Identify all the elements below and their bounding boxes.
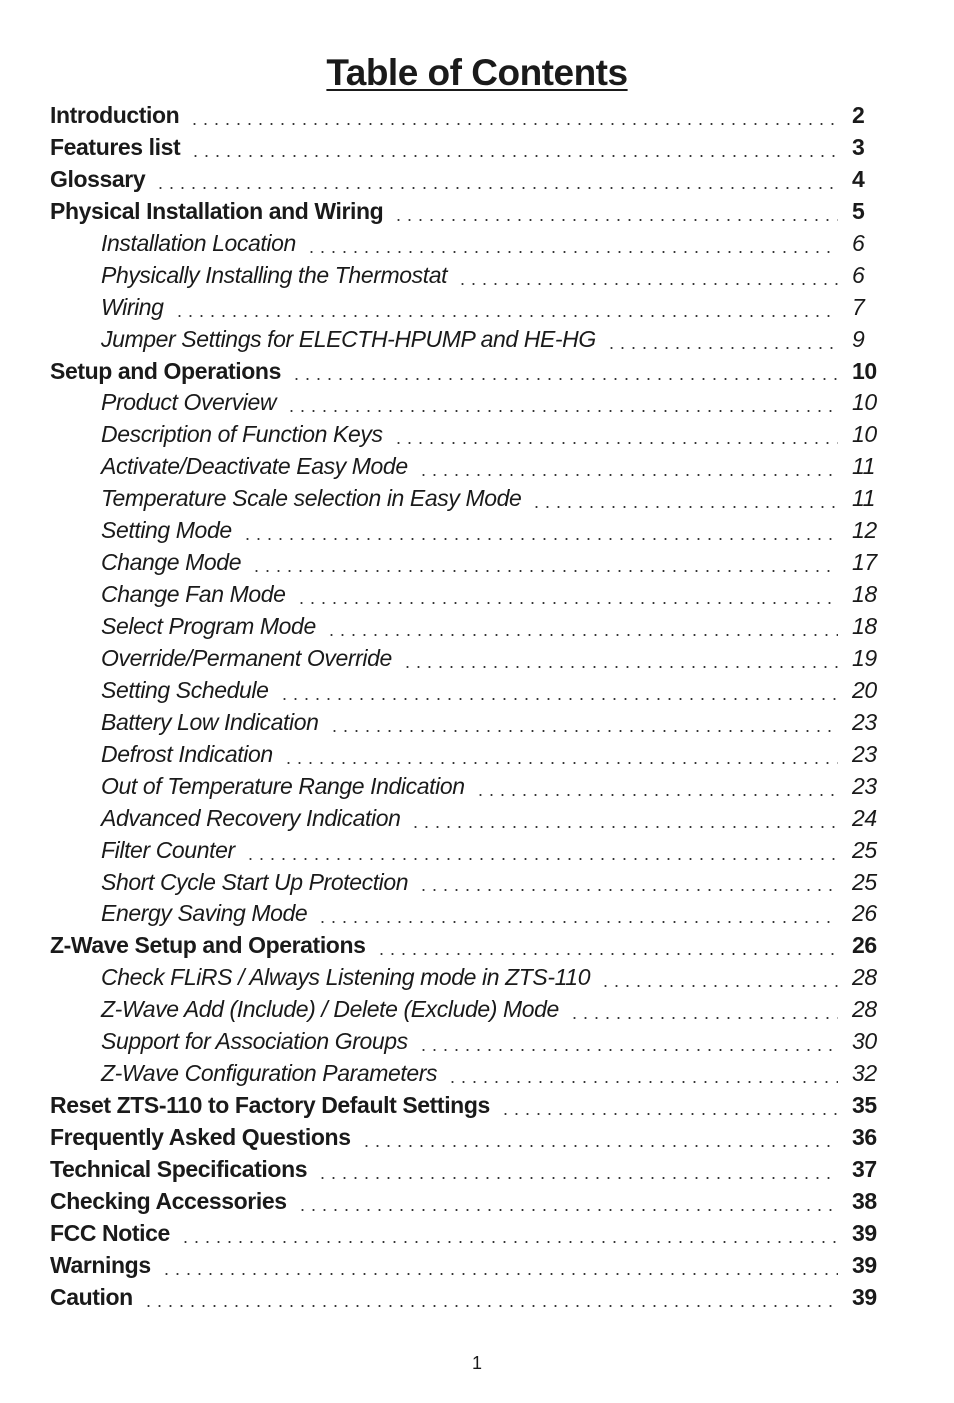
toc-entry-label: Introduction [50,102,180,128]
toc-section-entry[interactable] [50,132,878,164]
dot-leader [283,762,838,764]
dot-leader [361,1145,838,1147]
toc-entry-label: Installation Location [101,229,296,256]
dot-leader [326,634,838,636]
dot-leader [189,123,838,125]
toc-entry-page-number: 7 [852,293,865,320]
page-title [0,52,954,94]
toc-section-entry[interactable] [50,1218,878,1250]
toc-subsection-entry[interactable] [50,228,878,260]
toc-entry-label: Jumper Settings for ELECTH-HPUMP and HE-HG [101,325,596,352]
toc-entry-label: Checking Accessories [50,1187,287,1214]
toc-subsection-entry[interactable] [50,611,878,643]
toc-entry-label: Wiring [101,293,164,320]
toc-entry-label: Energy Saving Mode [101,900,308,927]
toc-entry-page-number: 12 [852,517,877,544]
toc-subsection-entry[interactable] [50,675,878,707]
toc-entry-page-number: 30 [852,1028,877,1055]
toc-section-entry[interactable] [50,1154,878,1186]
toc-entry-label: Change Fan Mode [101,581,286,608]
toc-subsection-entry[interactable] [50,994,878,1026]
dot-leader [174,315,838,317]
toc-entry-page-number: 11 [852,485,876,512]
toc-subsection-entry[interactable] [50,260,878,292]
toc-entry-page-number: 23 [852,708,877,735]
dot-leader [155,187,838,189]
toc-subsection-entry[interactable] [50,803,878,835]
toc-entry-page-number: 11 [852,453,876,480]
toc-entry-page-number: 37 [852,1155,877,1182]
toc-entry-label: Z-Wave Add (Include) / Delete (Exclude) Mode [101,996,559,1023]
dot-leader [569,1017,838,1019]
toc-entry-page-number: 35 [852,1092,877,1119]
toc-entry-label: Temperature Scale selection in Easy Mode [101,485,522,512]
toc-entry-label: Setup and Operations [50,357,281,384]
toc-entry-label: Change Mode [101,549,242,576]
toc-entry-label: Defrost Indication [101,740,273,767]
dot-leader [329,730,839,732]
dot-leader [291,378,838,380]
toc-section-entry[interactable] [50,1122,878,1154]
toc-entry-page-number: 6 [852,229,865,256]
toc-subsection-entry[interactable] [50,867,878,899]
toc-entry-page-number: 26 [852,932,877,959]
toc-entry-label: Out of Temperature Range Indication [101,772,465,799]
dot-leader [393,442,838,444]
dot-leader [180,1241,838,1243]
dot-leader [606,347,838,349]
toc-entry-page-number: 9 [852,325,865,352]
dot-leader [447,1081,838,1083]
toc-subsection-entry[interactable] [50,898,878,930]
table-of-contents [50,100,878,1314]
toc-section-entry[interactable] [50,164,878,196]
toc-entry-page-number: 18 [852,613,877,639]
toc-entry-page-number: 25 [852,836,877,863]
dot-leader [393,219,838,221]
toc-subsection-entry[interactable] [50,643,878,675]
dot-leader [418,474,838,476]
dot-leader [296,602,838,604]
toc-entry-label: Reset ZTS-110 to Factory Default Settings [50,1092,490,1119]
toc-entry-label: Support for Association Groups [101,1028,408,1055]
toc-entry-page-number: 2 [852,102,865,128]
toc-entry-page-number: 39 [852,1283,877,1310]
dot-leader [531,506,838,508]
toc-entry-label: Caution [50,1283,133,1310]
toc-entry-page-number: 39 [852,1219,877,1246]
toc-subsection-entry[interactable] [50,835,878,867]
toc-subsection-entry[interactable] [50,739,878,771]
dot-leader [475,794,838,796]
toc-entry-page-number: 10 [852,389,877,416]
dot-leader [376,953,838,955]
toc-entry-page-number: 5 [852,197,865,224]
toc-subsection-entry[interactable] [50,579,878,611]
toc-subsection-entry[interactable] [50,1058,878,1090]
toc-entry-page-number: 18 [852,581,877,608]
dot-leader [317,1177,838,1179]
toc-entry-label: Warnings [50,1251,151,1278]
toc-entry-page-number: 6 [852,261,865,288]
toc-subsection-entry[interactable] [50,387,878,419]
page-title-text: Table of Contents [326,52,628,93]
dot-leader [242,538,838,540]
toc-entry-label: Z-Wave Configuration Parameters [101,1060,438,1087]
toc-entry-page-number: 24 [852,804,877,831]
toc-entry-label: Setting Schedule [101,676,269,703]
dot-leader [600,985,838,987]
toc-entry-page-number: 23 [852,772,877,799]
dot-leader [251,570,838,572]
toc-subsection-entry[interactable] [50,483,878,515]
toc-section-entry[interactable] [50,930,878,962]
toc-entry-label: Advanced Recovery Indication [101,804,401,831]
toc-subsection-entry[interactable] [50,962,878,994]
toc-entry-label: Filter Counter [101,836,235,863]
toc-entry-label: Technical Specifications [50,1155,308,1182]
toc-section-entry[interactable] [50,1282,878,1314]
toc-entry-label: Physical Installation and Wiring [50,197,384,224]
toc-subsection-entry[interactable] [50,419,878,451]
toc-entry-page-number: 39 [852,1251,877,1278]
dot-leader [297,1209,838,1211]
toc-entry-page-number: 10 [852,357,877,384]
dot-leader [190,155,838,157]
toc-entry-label: Select Program Mode [101,613,316,639]
toc-entry-page-number: 4 [852,165,865,192]
toc-entry-page-number: 23 [852,740,877,767]
dot-leader [418,889,838,891]
dot-leader [143,1305,838,1307]
toc-entry-label: Check FLiRS / Always Listening mode in ZTS-110 [101,964,591,991]
toc-entry-label: Short Cycle Start Up Protection [101,868,409,895]
toc-section-entry[interactable] [50,1186,878,1218]
page-number: 1 [471,1353,482,1373]
toc-subsection-entry[interactable] [50,1026,878,1058]
toc-entry-label: Description of Function Keys [101,421,383,448]
toc-section-entry[interactable] [50,1250,878,1282]
toc-entry-label: Override/Permanent Override [101,644,392,671]
toc-entry-page-number: 38 [852,1187,877,1214]
dot-leader [402,666,838,668]
toc-subsection-entry[interactable] [50,324,878,356]
toc-entry-page-number: 19 [852,644,877,671]
toc-subsection-entry[interactable] [50,451,878,483]
toc-entry-page-number: 28 [852,996,877,1023]
toc-entry-page-number: 32 [852,1060,877,1087]
toc-section-entry[interactable] [50,100,878,132]
toc-section-entry[interactable] [50,356,878,388]
dot-leader [500,1113,838,1115]
toc-entry-page-number: 3 [852,133,865,160]
toc-entry-page-number: 36 [852,1124,877,1150]
toc-entry-label: Setting Mode [101,517,232,544]
toc-entry-page-number: 26 [852,900,877,927]
toc-entry-label: Product Overview [101,389,277,416]
dot-leader [286,410,838,412]
dot-leader [279,698,838,700]
toc-entry-label: Features list [50,133,181,160]
toc-subsection-entry[interactable] [50,515,878,547]
dot-leader [410,826,838,828]
toc-entry-label: FCC Notice [50,1219,170,1246]
toc-entry-page-number: 17 [852,549,877,576]
toc-subsection-entry[interactable] [50,771,878,803]
dot-leader [306,251,838,253]
toc-entry-label: Z-Wave Setup and Operations [50,932,366,959]
dot-leader [161,1273,838,1275]
dot-leader [317,921,838,923]
toc-entry-page-number: 10 [852,421,877,448]
toc-subsection-entry[interactable] [50,292,878,324]
toc-entry-label: Battery Low Indication [101,708,319,735]
toc-entry-page-number: 28 [852,964,877,991]
toc-section-entry[interactable] [50,196,878,228]
toc-subsection-entry[interactable] [50,707,878,739]
dot-leader [418,1049,838,1051]
toc-entry-page-number: 20 [852,676,877,703]
toc-subsection-entry[interactable] [50,547,878,579]
toc-section-entry[interactable] [50,1090,878,1122]
dot-leader [245,858,838,860]
toc-entry-page-number: 25 [852,868,877,895]
toc-entry-label: Physically Installing the Thermostat [101,261,448,288]
toc-entry-label: Glossary [50,165,146,192]
toc-entry-label: Activate/Deactivate Easy Mode [101,453,408,480]
toc-entry-label: Frequently Asked Questions [50,1124,351,1150]
dot-leader [457,283,838,285]
